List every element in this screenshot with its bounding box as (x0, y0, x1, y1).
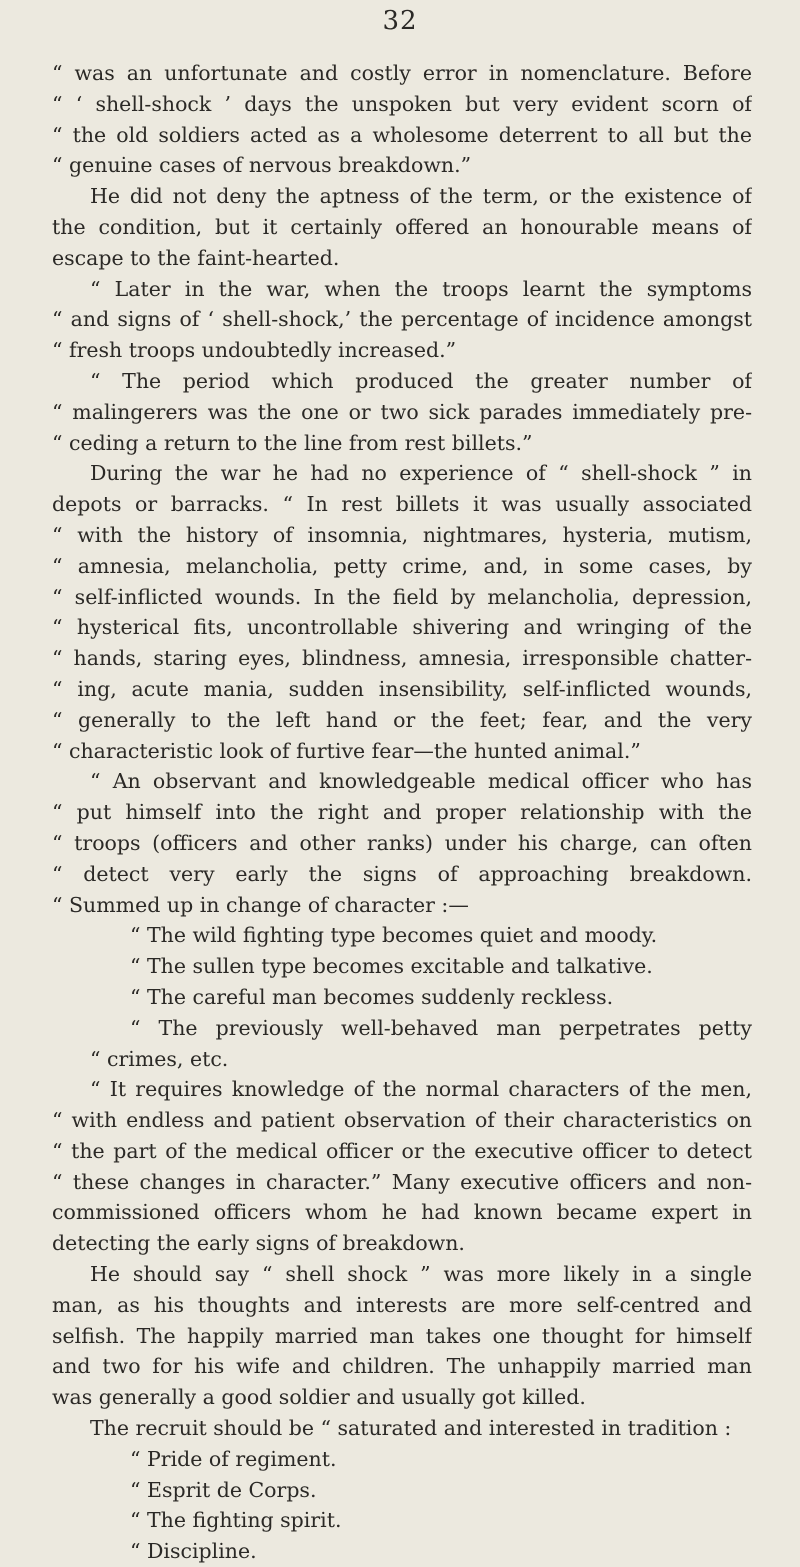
text-line: “ hands, staring eyes, blindness, amnesia, irresponsible chatter- (52, 646, 752, 671)
page-number: 32 (382, 6, 418, 36)
text-line: “ genuine cases of nervous breakdown.” (52, 153, 472, 178)
text-line: “ was an unfortunate and costly error in nomenclature. Before (52, 61, 752, 85)
text-line: “ malingerers was the one or two sick parades immediately pre- (52, 399, 752, 424)
text-line: “ Later in the war, when the troops learnt the symptoms (90, 276, 752, 301)
paragraph (52, 1475, 752, 1506)
text-line: He should say “ shell shock ” was more likely in a single (90, 1262, 752, 1287)
text-line: “ The previously well-behaved man perpetrates petty (130, 1015, 752, 1040)
text-line: “ Summed up in change of character :— (52, 892, 469, 917)
text-line: selfish. The happily married man takes one thought for himself (52, 1323, 752, 1348)
text-line: “ The period which produced the greater number of (90, 368, 752, 393)
text-line: “ with endless and patient observation of their characteristics on (52, 1108, 752, 1133)
text-line: escape to the faint-hearted. (52, 245, 340, 270)
paragraph (52, 951, 752, 982)
text-line: “ characteristic look of furtive fear—the hunted animal.” (52, 738, 641, 763)
text-line: “ the old soldiers acted as a wholesome deterrent to all but the (52, 122, 752, 147)
paragraph (52, 766, 752, 920)
text-line: “ The wild fighting type becomes quiet and moody. (130, 923, 658, 948)
paragraph (52, 1505, 752, 1536)
text-line: “ with the history of insomnia, nightmares, hysteria, mutism, (52, 522, 752, 547)
paragraph (52, 1536, 752, 1567)
text-line: “ generally to the left hand or the feet; fear, and the very (52, 707, 752, 732)
page-body-text (52, 58, 752, 1567)
paragraph (52, 920, 752, 951)
text-line: “ hysterical fits, uncontrollable shivering and wringing of the (52, 615, 752, 640)
paragraph (52, 274, 752, 366)
text-line: “ detect very early the signs of approaching breakdown. (52, 861, 752, 886)
paragraph (52, 181, 752, 273)
paragraph (52, 58, 752, 181)
text-line: was generally a good soldier and usually got killed. (52, 1385, 586, 1410)
text-line: “ put himself into the right and proper relationship with the (52, 800, 752, 825)
text-line: and two for his wife and children. The unhappily married man (52, 1354, 752, 1379)
text-line: “ and signs of ‘ shell-shock,’ the percentage of incidence amongst (52, 307, 752, 332)
text-line: He did not deny the aptness of the term, or the existence of (90, 184, 752, 209)
text-line: “ these changes in character.” Many executive officers and non- (52, 1169, 752, 1194)
text-line: “ The careful man becomes suddenly reckless. (130, 984, 614, 1009)
text-line: man, as his thoughts and interests are more self-centred and (52, 1292, 752, 1317)
text-line: “ crimes, etc. (90, 1046, 229, 1071)
text-line: detecting the early signs of breakdown. (52, 1231, 465, 1256)
paragraph (52, 1259, 752, 1413)
paragraph (52, 982, 752, 1013)
text-line: “ ing, acute mania, sudden insensibility, self-inflicted wounds, (52, 676, 752, 701)
paragraph (52, 366, 752, 458)
paragraph (52, 1074, 752, 1259)
paragraph (52, 1413, 752, 1444)
text-line: “ ‘ shell-shock ’ days the unspoken but very evident scorn of (52, 91, 752, 116)
text-line: During the war he had no experience of “ shell-shock ” in (90, 461, 752, 486)
text-line: “ Pride of regiment. (130, 1446, 337, 1471)
text-line: “ Esprit de Corps. (130, 1477, 317, 1502)
text-line: “ An observant and knowledgeable medical officer who has (90, 769, 752, 794)
paragraph (52, 1013, 752, 1075)
text-line: “ the part of the medical officer or the executive officer to detect (52, 1138, 752, 1163)
text-line: “ amnesia, melancholia, petty crime, and, in some cases, by (52, 553, 752, 578)
text-line: commissioned officers whom he had known became expert in (52, 1200, 752, 1225)
text-line: the condition, but it certainly offered an honourable means of (52, 214, 752, 239)
text-line: “ Discipline. (130, 1539, 257, 1564)
text-line: “ fresh troops undoubtedly increased.” (52, 338, 457, 363)
paragraph (52, 458, 752, 766)
text-line: “ ceding a return to the line from rest billets.” (52, 430, 533, 455)
text-line: The recruit should be “ saturated and interested in tradition : (90, 1416, 732, 1441)
text-line: “ The fighting spirit. (130, 1508, 342, 1533)
text-line: “ The sullen type becomes excitable and talkative. (130, 954, 653, 979)
text-line: “ It requires knowledge of the normal characters of the men, (90, 1077, 752, 1102)
text-line: “ self-inflicted wounds. In the field by melancholia, depression, (52, 584, 752, 609)
text-line: “ troops (officers and other ranks) under his charge, can often (52, 830, 752, 855)
text-line: depots or barracks. “ In rest billets it was usually associated (52, 492, 752, 517)
paragraph (52, 1444, 752, 1475)
